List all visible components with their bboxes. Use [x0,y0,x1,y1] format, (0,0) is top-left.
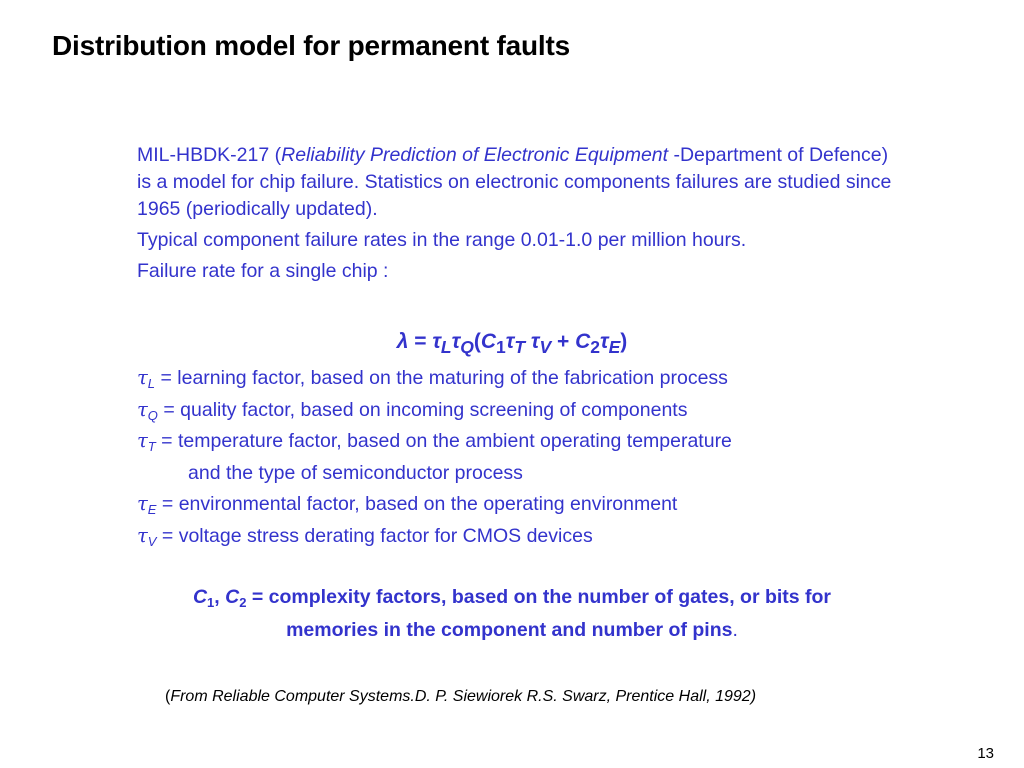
formula-equals: = [408,330,433,353]
definition-tau-e [137,491,732,523]
complexity-line-1 [0,581,1024,614]
complexity-text-1: = complexity factors, based on the number of gates, or bits for [246,586,832,608]
definition-equals: = [155,430,178,452]
definition-text: voltage stress derating factor for CMOS devices [178,524,593,547]
citation-open-paren: ( [165,688,171,705]
formula-tau-q: τ [451,330,461,353]
formula-plus: + [551,330,576,353]
complexity-sub-1: 1 [207,595,215,610]
definition-tau-v [137,523,732,555]
definition-tau-t [137,428,732,460]
formula-c1: C [480,330,497,353]
intro-block [137,142,897,285]
complexity-c2: C [225,586,240,608]
complexity-factors [0,581,1024,647]
formula-tau-t: τ [505,330,515,353]
definition-subscript: Q [147,407,158,423]
citation [165,688,756,706]
complexity-text-2: memories in the component and number of pins [286,619,733,641]
formula-sub-e: E [608,337,621,358]
formula-sub-1: 1 [496,337,506,358]
definition-text: quality factor, based on incoming screening of components [180,398,688,421]
definition-text: learning factor, based on the maturing of the fabrication process [177,367,728,389]
intro-paragraph-3: Failure rate for a single chip : [137,260,389,282]
definition-subscript: V [147,533,157,549]
page-number: 13 [977,745,994,762]
definition-tau-l [137,365,732,397]
formula-sub-2: 2 [590,337,601,358]
definition-tau-q [137,397,732,429]
definition-equals: = [156,524,179,547]
complexity-period: . [732,619,738,641]
definition-equals: = [157,398,181,421]
definition-equals: = [155,367,178,389]
formula-tau-l: τ [432,330,441,353]
definition-symbol: τ [137,523,148,547]
definition-subscript: E [147,502,157,517]
formula-sub-t: T [514,337,526,358]
intro-paragraph-1 [137,142,897,223]
complexity-comma: , [214,586,226,608]
formula-tau-e: τ [600,330,609,353]
intro-p1-italic-title: Reliability Prediction of Electronic Equipment [281,144,674,166]
complexity-line-2 [0,614,1024,647]
failure-rate-formula [0,330,1024,358]
formula-sub-q: Q [460,337,474,358]
intro-p1-prefix: MIL-HBDK-217 ( [137,144,282,166]
intro-paragraph-2: Typical component failure rates in the range 0.01-1.0 per million hours. [137,229,747,251]
definition-subscript: T [147,439,156,454]
factor-definitions [137,365,732,554]
formula-c2: C [575,330,591,353]
citation-text: From Reliable Computer Systems.D. P. Siewiorek R.S. Swarz, Prentice Hall, 1992) [170,688,757,705]
definition-tau-t-continuation: and the type of semiconductor process [188,461,523,484]
definition-subscript: L [147,376,156,391]
definition-symbol: τ [137,429,148,452]
formula-sub-v: V [539,337,552,358]
definition-text: environmental factor, based on the operating environment [178,493,678,515]
definition-text: temperature factor, based on the ambient operating temperature [177,430,732,452]
formula-close-paren: ) [620,330,628,353]
formula-lambda: λ [396,330,409,353]
definition-symbol: τ [137,397,148,421]
slide-title: Distribution model for permanent faults [52,30,571,61]
formula-tau-v: τ [530,330,540,353]
definition-equals: = [156,493,179,515]
definition-symbol: τ [137,366,148,389]
complexity-sub-2: 2 [239,595,247,610]
formula-sub-l: L [440,337,452,358]
formula-open-paren: ( [473,330,481,353]
intro-p1-suffix: -Department of Defence) is a model for chip failure. Statistics on electronic components failures are studied since 1965 (periodically updated). [137,144,892,220]
definition-symbol: τ [137,492,148,515]
complexity-c1: C [192,586,208,608]
